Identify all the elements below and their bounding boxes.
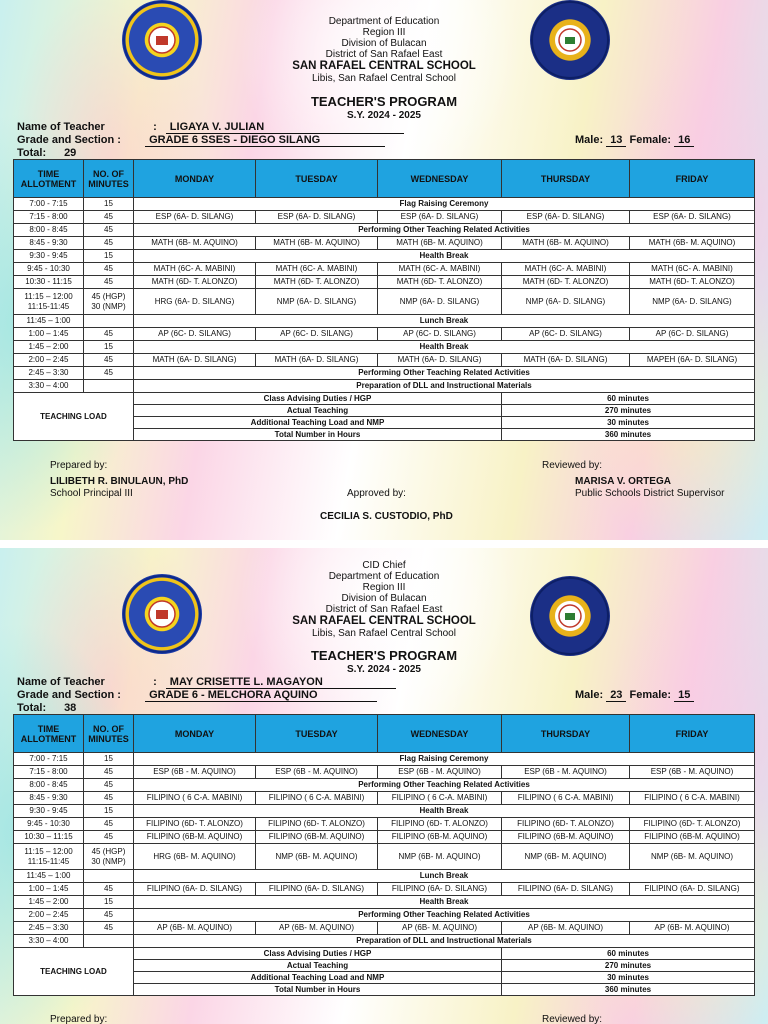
load-item: Total Number in Hours: [134, 429, 502, 441]
header-line: Division of Bulacan: [341, 593, 427, 604]
table-row: [14, 328, 755, 341]
subject-cell: ESP (6A- D. SILANG): [134, 211, 256, 224]
activity-cell: Performing Other Teaching Related Activities: [134, 367, 755, 380]
prepared-title: School Principal III: [50, 488, 133, 499]
table-row: [14, 276, 755, 289]
table-row: [14, 805, 755, 818]
subject-cell: NMP (6B- M. AQUINO): [630, 844, 755, 870]
minutes-cell: 15: [84, 341, 134, 354]
time-cell: 7:15 - 8:00: [14, 766, 84, 779]
activity-cell: Performing Other Teaching Related Activities: [134, 224, 755, 237]
table-row: [14, 341, 755, 354]
col-time-allotment: TIME ALLOTMENT: [14, 715, 84, 753]
prepared-label: Prepared by:: [50, 460, 108, 471]
col-minutes: NO. OF MINUTES: [84, 160, 134, 198]
subject-cell: MATH (6D- T. ALONZO): [134, 276, 256, 289]
minutes-cell: 45: [84, 831, 134, 844]
subject-cell: FILIPINO (6D- T. ALONZO): [502, 818, 630, 831]
time-cell: 7:15 - 8:00: [14, 211, 84, 224]
table-row: [14, 198, 755, 211]
header-line: Department of Education: [328, 571, 440, 582]
table-row: [14, 896, 755, 909]
subject-cell: MATH (6D- T. ALONZO): [630, 276, 755, 289]
table-row: [14, 289, 755, 315]
subject-cell: ESP (6A- D. SILANG): [630, 211, 755, 224]
subject-cell: MATH (6A- D. SILANG): [256, 354, 378, 367]
minutes-cell: 15: [84, 198, 134, 211]
load-value: 30 minutes: [502, 972, 755, 984]
grade-section: GRADE 6 SSES - DIEGO SILANG: [145, 134, 385, 147]
minutes-cell: 45: [84, 237, 134, 250]
minutes-cell: [84, 315, 134, 328]
subject-cell: HRG (6A- D. SILANG): [134, 289, 256, 315]
activity-cell: Health Break: [134, 250, 755, 263]
subject-cell: MATH (6D- T. ALONZO): [378, 276, 502, 289]
header-row: [14, 715, 755, 753]
subject-cell: FILIPINO (6B-M. AQUINO): [630, 831, 755, 844]
minutes-cell: [84, 380, 134, 393]
time-cell: 2:00 – 2:45: [14, 354, 84, 367]
time-cell: 11:45 – 1:00: [14, 870, 84, 883]
time-cell: 1:00 – 1:45: [14, 328, 84, 341]
male-count: 23: [606, 689, 626, 702]
reviewed-title: Public Schools District Supervisor: [575, 488, 725, 499]
activity-cell: Health Break: [134, 805, 755, 818]
school-year: S.Y. 2024 - 2025: [347, 664, 421, 675]
subject-cell: MATH (6C- A. MABINI): [630, 263, 755, 276]
grade-row: Grade and Section : GRADE 6 SSES - DIEGO SILANG: [17, 134, 385, 147]
time-cell: 7:00 - 7:15: [14, 753, 84, 766]
teacher-name: MAY CRISETTE L. MAGAYON: [166, 676, 396, 689]
header-line: District of San Rafael East: [325, 604, 443, 615]
table-row: [14, 367, 755, 380]
prepared-name: LILIBETH R. BINULAUN, PhD: [50, 476, 189, 487]
subject-cell: NMP (6A- D. SILANG): [502, 289, 630, 315]
col-time-allotment: TIME ALLOTMENT: [14, 160, 84, 198]
minutes-cell: 45: [84, 224, 134, 237]
subject-cell: MATH (6B- M. AQUINO): [630, 237, 755, 250]
time-cell: 2:45 – 3:30: [14, 367, 84, 380]
subject-cell: FILIPINO (6D- T. ALONZO): [630, 818, 755, 831]
subject-cell: AP (6C- D. SILANG): [134, 328, 256, 341]
subject-cell: ESP (6B - M. AQUINO): [134, 766, 256, 779]
activity-cell: Flag Raising Ceremony: [134, 753, 755, 766]
header-line: Region III: [362, 27, 406, 38]
table-row: [14, 224, 755, 237]
subject-cell: AP (6B- M. AQUINO): [378, 922, 502, 935]
letterhead: [0, 16, 768, 84]
header-row: [14, 160, 755, 198]
minutes-cell: 45: [84, 909, 134, 922]
subject-cell: ESP (6B - M. AQUINO): [502, 766, 630, 779]
school-address: Libis, San Rafael Central School: [312, 73, 456, 84]
teacher-name: LIGAYA V. JULIAN: [166, 121, 404, 134]
male-count: 13: [606, 134, 626, 147]
time-cell: 11:45 – 1:00: [14, 315, 84, 328]
time-cell: 1:00 – 1:45: [14, 883, 84, 896]
subject-cell: HRG (6B- M. AQUINO): [134, 844, 256, 870]
time-cell: 10:30 – 11:15: [14, 831, 84, 844]
load-row: [14, 393, 755, 405]
female-count: 16: [674, 134, 694, 147]
gender-row: Male: 23 Female: 15: [575, 689, 694, 702]
col-day: THURSDAY: [502, 715, 630, 753]
activity-cell: Health Break: [134, 341, 755, 354]
minutes-cell: 45: [84, 263, 134, 276]
minutes-cell: 45: [84, 883, 134, 896]
load-value: 270 minutes: [502, 405, 755, 417]
school-name: SAN RAFAEL CENTRAL SCHOOL: [292, 60, 476, 72]
header-line: Division of Bulacan: [341, 38, 427, 49]
teaching-load-label: TEACHING LOAD: [14, 393, 134, 441]
time-cell: 3:30 – 4:00: [14, 935, 84, 948]
time-cell: 1:45 – 2:00: [14, 896, 84, 909]
table-row: [14, 935, 755, 948]
schedule-table: [13, 159, 755, 441]
subject-cell: MATH (6B- M. AQUINO): [256, 237, 378, 250]
load-item: Actual Teaching: [134, 405, 502, 417]
subject-cell: AP (6B- M. AQUINO): [502, 922, 630, 935]
col-minutes: NO. OF MINUTES: [84, 715, 134, 753]
subject-cell: FILIPINO (6D- T. ALONZO): [134, 818, 256, 831]
page-title: TEACHER'S PROGRAM: [310, 648, 458, 663]
subject-cell: MATH (6B- M. AQUINO): [134, 237, 256, 250]
subject-cell: FILIPINO (6B-M. AQUINO): [134, 831, 256, 844]
subject-cell: AP (6C- D. SILANG): [502, 328, 630, 341]
total-row: Total: 38: [17, 702, 80, 715]
table-row: [14, 779, 755, 792]
time-cell: 2:45 – 3:30: [14, 922, 84, 935]
subject-cell: MATH (6C- A. MABINI): [256, 263, 378, 276]
minutes-cell: 15: [84, 805, 134, 818]
subject-cell: FILIPINO ( 6 C-A. MABINI): [256, 792, 378, 805]
table-row: [14, 792, 755, 805]
table-row: [14, 263, 755, 276]
grade-row: Grade and Section : GRADE 6 - MELCHORA AQUINO: [17, 689, 377, 702]
load-item: Additional Teaching Load and NMP: [134, 972, 502, 984]
table-row: [14, 237, 755, 250]
subject-cell: AP (6B- M. AQUINO): [630, 922, 755, 935]
minutes-cell: 45: [84, 766, 134, 779]
time-cell: 10:30 - 11:15: [14, 276, 84, 289]
time-cell: 8:45 - 9:30: [14, 792, 84, 805]
time-cell: 11:15 – 12:00 11:15-11:45: [14, 844, 84, 870]
grade-section: GRADE 6 - MELCHORA AQUINO: [145, 689, 377, 702]
table-row: [14, 909, 755, 922]
minutes-cell: 45 (HGP) 30 (NMP): [84, 289, 134, 315]
load-item: Class Advising Duties / HGP: [134, 393, 502, 405]
table-row: [14, 844, 755, 870]
subject-cell: FILIPINO (6A- D. SILANG): [134, 883, 256, 896]
subject-cell: FILIPINO ( 6 C-A. MABINI): [378, 792, 502, 805]
subject-cell: FILIPINO (6B-M. AQUINO): [256, 831, 378, 844]
load-value: 360 minutes: [502, 984, 755, 996]
subject-cell: MATH (6B- M. AQUINO): [502, 237, 630, 250]
subject-cell: NMP (6A- D. SILANG): [630, 289, 755, 315]
subject-cell: ESP (6B - M. AQUINO): [630, 766, 755, 779]
time-cell: 8:45 - 9:30: [14, 237, 84, 250]
load-value: 60 minutes: [502, 948, 755, 960]
minutes-cell: 45 (HGP) 30 (NMP): [84, 844, 134, 870]
approved-label: Approved by:: [347, 488, 406, 499]
minutes-cell: 45: [84, 211, 134, 224]
subject-cell: FILIPINO (6B-M. AQUINO): [502, 831, 630, 844]
load-item: Total Number in Hours: [134, 984, 502, 996]
activity-cell: Performing Other Teaching Related Activities: [134, 909, 755, 922]
table-row: [14, 315, 755, 328]
table-row: [14, 354, 755, 367]
subject-cell: AP (6C- D. SILANG): [256, 328, 378, 341]
minutes-cell: [84, 935, 134, 948]
subject-cell: NMP (6A- D. SILANG): [378, 289, 502, 315]
subject-cell: FILIPINO (6A- D. SILANG): [502, 883, 630, 896]
subject-cell: MATH (6C- A. MABINI): [378, 263, 502, 276]
subject-cell: FILIPINO ( 6 C-A. MABINI): [134, 792, 256, 805]
subject-cell: FILIPINO (6A- D. SILANG): [256, 883, 378, 896]
subject-cell: NMP (6B- M. AQUINO): [502, 844, 630, 870]
col-day: WEDNESDAY: [378, 160, 502, 198]
subject-cell: AP (6B- M. AQUINO): [256, 922, 378, 935]
table-row: [14, 250, 755, 263]
reviewed-name: MARISA V. ORTEGA: [575, 476, 671, 487]
subject-cell: ESP (6A- D. SILANG): [378, 211, 502, 224]
time-cell: 9:45 - 10:30: [14, 263, 84, 276]
reviewed-label: Reviewed by:: [542, 460, 603, 471]
table-row: [14, 211, 755, 224]
subject-cell: MATH (6C- A. MABINI): [502, 263, 630, 276]
time-cell: 9:30 - 9:45: [14, 250, 84, 263]
subject-cell: AP (6C- D. SILANG): [630, 328, 755, 341]
subject-cell: MATH (6D- T. ALONZO): [502, 276, 630, 289]
subject-cell: ESP (6B - M. AQUINO): [378, 766, 502, 779]
time-cell: 8:00 - 8:45: [14, 224, 84, 237]
time-cell: 11:15 – 12:00 11:15-11:45: [14, 289, 84, 315]
col-day: TUESDAY: [256, 715, 378, 753]
subject-cell: FILIPINO (6D- T. ALONZO): [256, 818, 378, 831]
cid-chief-label: CID Chief: [362, 560, 406, 571]
subject-cell: MATH (6A- D. SILANG): [502, 354, 630, 367]
load-value: 30 minutes: [502, 417, 755, 429]
activity-cell: Lunch Break: [134, 315, 755, 328]
activity-cell: Health Break: [134, 896, 755, 909]
table-row: [14, 380, 755, 393]
minutes-cell: [84, 870, 134, 883]
activity-cell: Lunch Break: [134, 870, 755, 883]
load-value: 60 minutes: [502, 393, 755, 405]
subject-cell: FILIPINO (6D- T. ALONZO): [378, 818, 502, 831]
subject-cell: ESP (6B - M. AQUINO): [256, 766, 378, 779]
subject-cell: FILIPINO (6A- D. SILANG): [630, 883, 755, 896]
col-day: FRIDAY: [630, 715, 755, 753]
female-count: 15: [674, 689, 694, 702]
letterhead: [0, 560, 768, 639]
col-day: TUESDAY: [256, 160, 378, 198]
minutes-cell: 15: [84, 896, 134, 909]
program-page-2: [0, 548, 768, 1024]
time-cell: 1:45 – 2:00: [14, 341, 84, 354]
load-item: Class Advising Duties / HGP: [134, 948, 502, 960]
minutes-cell: 45: [84, 367, 134, 380]
subject-cell: FILIPINO ( 6 C-A. MABINI): [502, 792, 630, 805]
page-title: TEACHER'S PROGRAM: [310, 94, 458, 109]
subject-cell: ESP (6A- D. SILANG): [256, 211, 378, 224]
col-day: THURSDAY: [502, 160, 630, 198]
minutes-cell: 45: [84, 354, 134, 367]
teacher-row: Name of Teacher : LIGAYA V. JULIAN: [17, 121, 404, 134]
subject-cell: AP (6C- D. SILANG): [378, 328, 502, 341]
activity-cell: Flag Raising Ceremony: [134, 198, 755, 211]
subject-cell: AP (6B- M. AQUINO): [134, 922, 256, 935]
subject-cell: MATH (6A- D. SILANG): [378, 354, 502, 367]
subject-cell: NMP (6A- D. SILANG): [256, 289, 378, 315]
total-count: 38: [60, 702, 80, 715]
activity-cell: Preparation of DLL and Instructional Materials: [134, 935, 755, 948]
school-year: S.Y. 2024 - 2025: [347, 110, 421, 121]
col-day: WEDNESDAY: [378, 715, 502, 753]
time-cell: 9:45 - 10:30: [14, 818, 84, 831]
subject-cell: MATH (6A- D. SILANG): [134, 354, 256, 367]
minutes-cell: 45: [84, 276, 134, 289]
subject-cell: MATH (6D- T. ALONZO): [256, 276, 378, 289]
time-cell: 3:30 – 4:00: [14, 380, 84, 393]
gender-row: Male: 13 Female: 16: [575, 134, 694, 147]
subject-cell: MATH (6C- A. MABINI): [134, 263, 256, 276]
table-row: [14, 831, 755, 844]
reviewed-label: Reviewed by:: [542, 1014, 603, 1024]
teaching-load-label: TEACHING LOAD: [14, 948, 134, 996]
total-row: Total: 29: [17, 147, 80, 160]
table-row: [14, 766, 755, 779]
page-separator: [0, 540, 768, 548]
subject-cell: FILIPINO (6B-M. AQUINO): [378, 831, 502, 844]
subject-cell: ESP (6A- D. SILANG): [502, 211, 630, 224]
time-cell: 2:00 – 2:45: [14, 909, 84, 922]
time-cell: 9:30 - 9:45: [14, 805, 84, 818]
minutes-cell: 45: [84, 328, 134, 341]
school-address: Libis, San Rafael Central School: [312, 628, 456, 639]
table-row: [14, 818, 755, 831]
activity-cell: Preparation of DLL and Instructional Materials: [134, 380, 755, 393]
subject-cell: NMP (6B- M. AQUINO): [378, 844, 502, 870]
time-cell: 7:00 - 7:15: [14, 198, 84, 211]
load-row: [14, 948, 755, 960]
time-cell: 8:00 - 8:45: [14, 779, 84, 792]
subject-cell: NMP (6B- M. AQUINO): [256, 844, 378, 870]
schedule-table: [13, 714, 755, 996]
minutes-cell: 45: [84, 818, 134, 831]
school-name: SAN RAFAEL CENTRAL SCHOOL: [292, 615, 476, 627]
table-row: [14, 753, 755, 766]
minutes-cell: 15: [84, 250, 134, 263]
col-day: MONDAY: [134, 160, 256, 198]
subject-cell: FILIPINO ( 6 C-A. MABINI): [630, 792, 755, 805]
subject-cell: MATH (6B- M. AQUINO): [378, 237, 502, 250]
prepared-label: Prepared by:: [50, 1014, 108, 1024]
load-value: 270 minutes: [502, 960, 755, 972]
total-count: 29: [60, 147, 80, 160]
teacher-row: Name of Teacher : MAY CRISETTE L. MAGAYON: [17, 676, 396, 689]
subject-cell: MAPEH (6A- D. SILANG): [630, 354, 755, 367]
col-day: MONDAY: [134, 715, 256, 753]
minutes-cell: 15: [84, 753, 134, 766]
header-line: Department of Education: [328, 16, 440, 27]
table-row: [14, 870, 755, 883]
minutes-cell: 45: [84, 792, 134, 805]
col-day: FRIDAY: [630, 160, 755, 198]
header-line: Region III: [362, 582, 406, 593]
approved-name: CECILIA S. CUSTODIO, PhD: [320, 511, 453, 522]
table-row: [14, 922, 755, 935]
subject-cell: FILIPINO (6A- D. SILANG): [378, 883, 502, 896]
load-item: Additional Teaching Load and NMP: [134, 417, 502, 429]
minutes-cell: 45: [84, 779, 134, 792]
table-row: [14, 883, 755, 896]
activity-cell: Performing Other Teaching Related Activities: [134, 779, 755, 792]
header-line: District of San Rafael East: [325, 49, 443, 60]
load-value: 360 minutes: [502, 429, 755, 441]
load-item: Actual Teaching: [134, 960, 502, 972]
minutes-cell: 45: [84, 922, 134, 935]
